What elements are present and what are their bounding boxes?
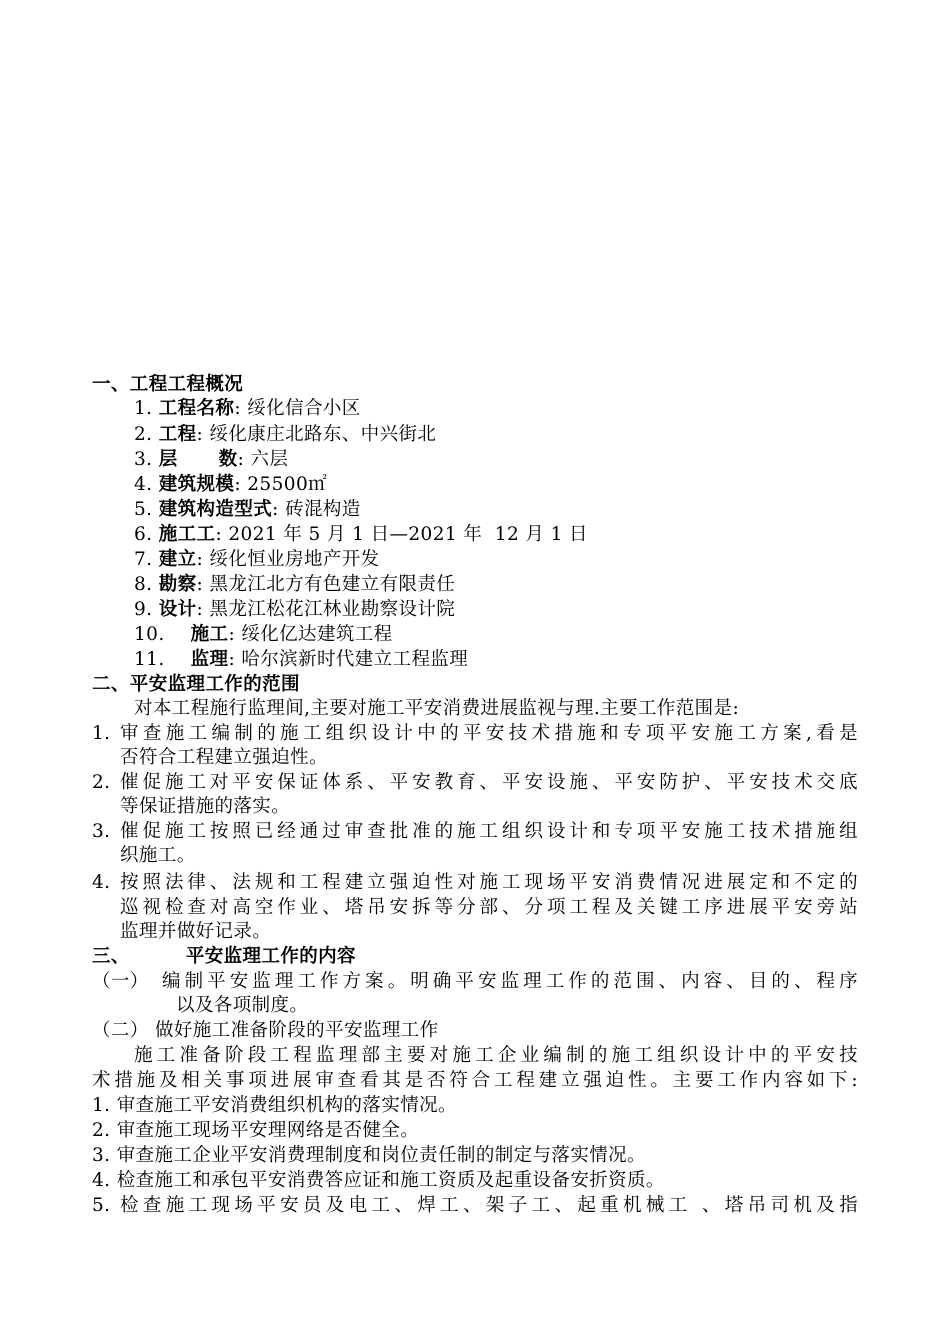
list-item: 5. 建筑构造型式: 砖混构造 bbox=[134, 499, 361, 520]
list-item: 10. 施工: 绥化亿达建筑工程 bbox=[134, 624, 393, 645]
list-item: 11. 监理: 哈尔滨新时代建立工程监理 bbox=[134, 649, 469, 670]
list-item-number: 1. bbox=[92, 723, 111, 744]
list-item-text: 织施工。 bbox=[120, 845, 196, 866]
sub-heading-text: 编制平安监理工作方案。明确平安监理工作的范围、内容、目的、程序 bbox=[162, 971, 858, 992]
list-item-text: 否符合工程建立强迫性。 bbox=[120, 747, 328, 768]
list-item: 3. 层 数: 六层 bbox=[134, 449, 289, 470]
sub-heading-number: （一） bbox=[92, 971, 149, 992]
list-item: 7. 建立: 绥化恒业房地产开发 bbox=[134, 549, 380, 570]
list-item: 4. 建筑规模: 25500㎡ bbox=[134, 474, 328, 495]
list-item-number: 3. bbox=[92, 821, 111, 842]
list-item: 1. 审查施工平安消费组织机构的落实情况。 bbox=[92, 1095, 457, 1116]
list-item-text: 检查施工现场平安员及电工、焊工、架子工、起重机械工 、塔吊司机及指 bbox=[120, 1195, 858, 1216]
section-heading: 三、 平安监理工作的内容 bbox=[92, 946, 356, 967]
section-heading: 一、工程工程概况 bbox=[92, 374, 244, 395]
section-heading: 二、平安监理工作的范围 bbox=[92, 674, 300, 695]
list-item: 6. 施工工: 2021 年 5 月 1 日—2021 年 12 月 1 日 bbox=[134, 524, 588, 545]
list-item-number: 4. bbox=[92, 872, 111, 893]
list-item: 1. 工程名称: 绥化信合小区 bbox=[134, 398, 361, 419]
sub-heading-text: 以及各项制度。 bbox=[176, 995, 309, 1016]
sub-heading: （二） 做好施工准备阶段的平安监理工作 bbox=[92, 1020, 439, 1041]
list-item-text: 监理并做好记录。 bbox=[120, 921, 272, 942]
list-item-number: 5. bbox=[92, 1195, 111, 1216]
list-item: 4. 检查施工和承包平安消费答应证和施工资质及起重设备安折资质。 bbox=[92, 1170, 665, 1191]
list-item: 3. 审查施工企业平安消费理制度和岗位责任制的制定与落实情况。 bbox=[92, 1145, 646, 1166]
body-paragraph: 施工准备阶段工程监理部主要对施工企业编制的施工组织设计中的平安技 bbox=[134, 1045, 858, 1066]
list-item-text: 巡视检查对高空作业、塔吊安拆等分部、分项工程及关键工序进展平安旁站 bbox=[120, 897, 858, 918]
list-item-text: 审查施工编制的施工组织设计中的平安技术措施和专项平安施工方案,看是 bbox=[120, 723, 858, 744]
list-item: 9. 设计: 黑龙江松花江林业勘察设计院 bbox=[134, 599, 456, 620]
list-item-text: 等保证措施的落实。 bbox=[120, 796, 291, 817]
list-item-text: 按照法律、法规和工程建立强迫性对施工现场平安消费情况进展定和不定的 bbox=[120, 872, 858, 893]
list-item-text: 催促施工对平安保证体系、平安教育、平安设施、平安防护、平安技术交底 bbox=[120, 772, 858, 793]
list-item-number: 2. bbox=[92, 772, 111, 793]
list-item: 8. 勘察: 黑龙江北方有色建立有限责任 bbox=[134, 574, 456, 595]
list-item: 2. 工程: 绥化康庄北路东、中兴街北 bbox=[134, 424, 437, 445]
intro-paragraph: 对本工程施行监理间,主要对施工平安消费进展监视与理.主要工作范围是: bbox=[134, 698, 740, 719]
body-paragraph: 术措施及相关事项进展审查看其是否符合工程建立强迫性。主要工作内容如下: bbox=[92, 1070, 858, 1091]
list-item: 2. 审查施工现场平安理网络是否健全。 bbox=[92, 1120, 420, 1141]
list-item-text: 催促施工按照已经通过审查批准的施工组织设计和专项平安施工技术措施组 bbox=[120, 821, 858, 842]
